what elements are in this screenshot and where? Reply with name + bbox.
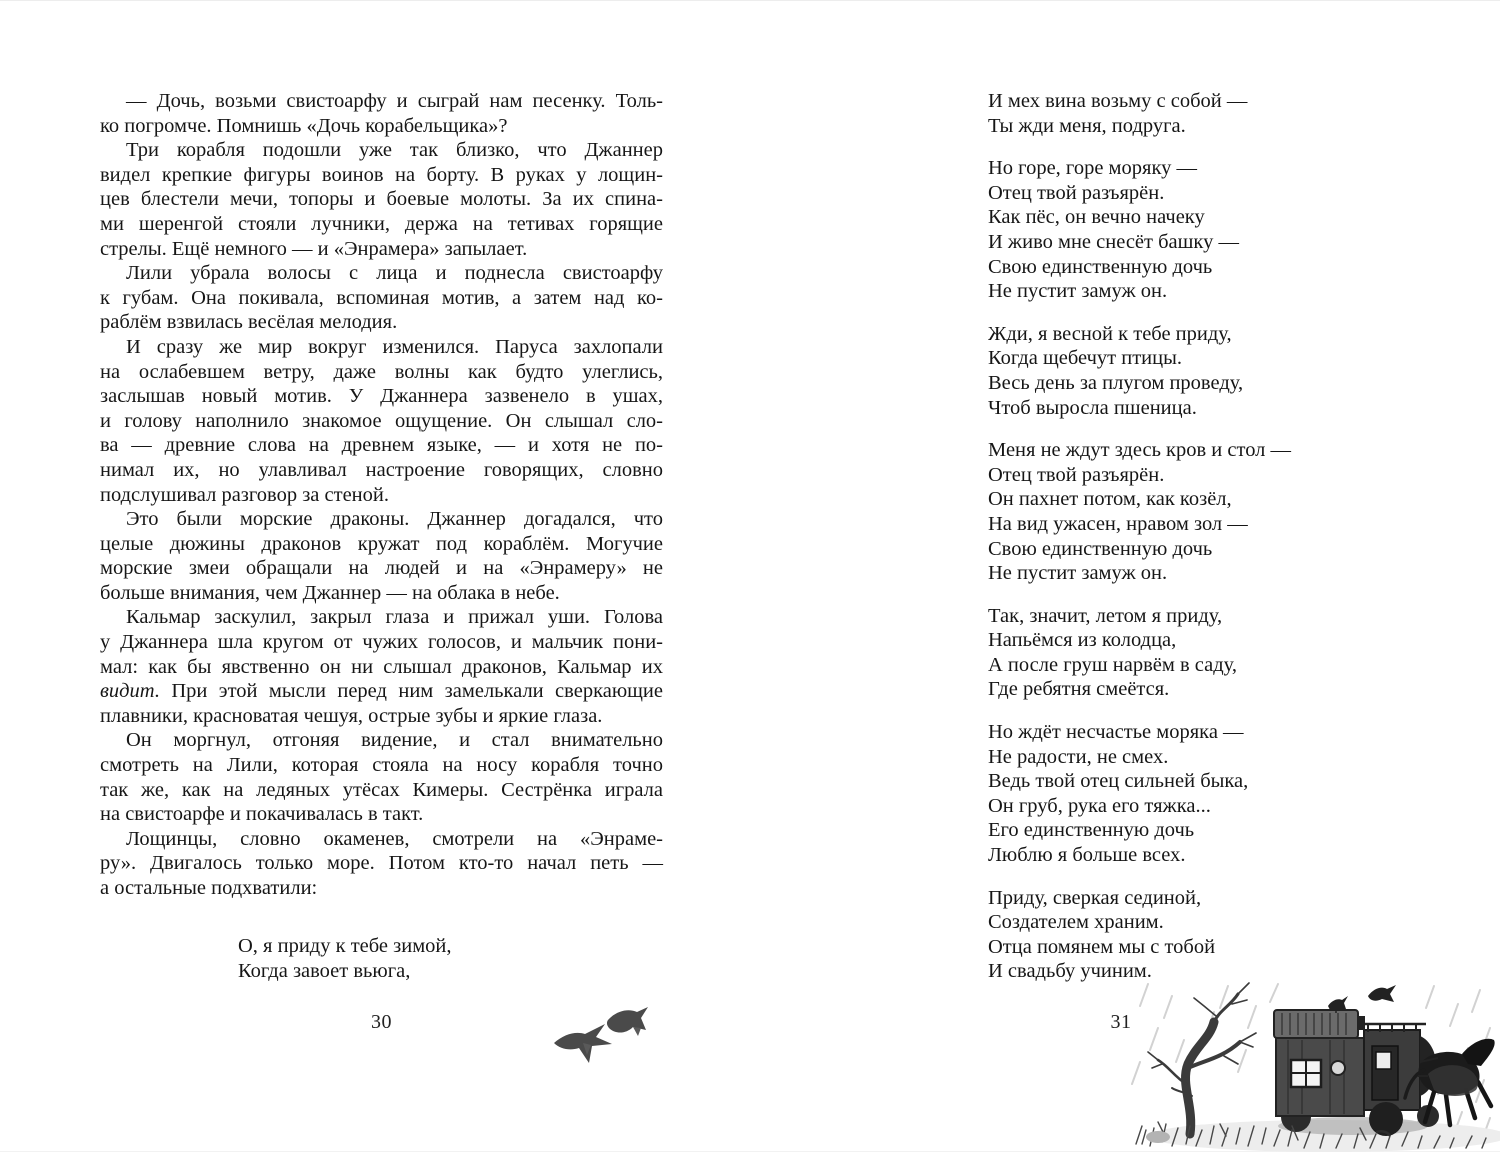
prose-line: так же, как на ледяных утёсах Кимеры. Сестрёнка играла	[100, 778, 663, 801]
song-stanzas	[988, 89, 1291, 984]
prose-line: Кальмар заскулил, закрыл глаза и прижал уши. Голова	[126, 606, 663, 629]
verse-line: Отца помянем мы с тобой	[988, 935, 1216, 958]
prose-line: ко погромче. Помнишь «Дочь корабельщика»?	[100, 114, 508, 137]
verse-line: Свою единственную дочь	[988, 537, 1213, 560]
prose-line: Лощинцы, словно окаменев, смотрели на «Энраме-	[126, 827, 663, 850]
verse-line: Меня не ждут здесь кров и стол —	[988, 439, 1292, 462]
verse-line: Где ребятня смеётся.	[988, 678, 1170, 701]
verse-line: На вид ужасен, нравом зол —	[988, 512, 1248, 535]
prose-line: Три корабля подошли уже так близко, что Джаннер	[126, 139, 663, 162]
prose-line: ми шеренгой стояли лучники, держа на тетивах горящие	[100, 212, 663, 235]
prose-line: И сразу же мир вокруг изменился. Паруса захлопали	[126, 335, 663, 358]
verse-line: Жди, я весной к тебе приду,	[988, 322, 1232, 345]
rock	[1146, 1131, 1170, 1143]
verse-line: Не пустит замуж он.	[988, 280, 1168, 303]
verse-line: Не радости, не смех.	[988, 745, 1169, 768]
prose-line: раблём взвилась весёлая мелодия.	[100, 311, 398, 334]
verse-line: Но горе, горе моряку —	[988, 157, 1197, 180]
verse-line: Ты жди меня, подруга.	[988, 114, 1186, 137]
verse-line: И свадьбу учиним.	[988, 960, 1152, 983]
prose-line: ва — древние слова на древнем языке, — и хотя не по-	[100, 434, 663, 457]
stanza	[988, 322, 1291, 420]
stanza	[988, 604, 1291, 702]
verse-line: Свою единственную дочь	[988, 255, 1213, 278]
stanza	[988, 720, 1291, 868]
prose-line: а остальные подхватили:	[100, 877, 318, 899]
prose-line: нимал их, но улавливал настроение говорящих, словно	[100, 458, 663, 481]
verse-line: Ведь твой отец сильней быка,	[988, 770, 1249, 793]
prose-line: ру». Двигалось только море. Потом кто-то начал петь —	[100, 852, 663, 875]
prose-line: Он моргнул, отгоняя видение, и стал внимательно	[126, 729, 663, 752]
page-number-right: 31	[1110, 1011, 1132, 1033]
prose-line: видел крепкие фигуры воинов на борту. В руках у лощин-	[100, 163, 663, 186]
prose-text	[100, 89, 663, 901]
verse-line: Когда щебечут птицы.	[988, 347, 1182, 370]
prose-line: Это были морские драконы. Джаннер догадался, что	[126, 508, 663, 531]
verse-line: Он груб, рука его тяжка...	[988, 794, 1211, 817]
stanza	[988, 438, 1291, 586]
verse-line: Когда завоет вьюга,	[238, 960, 411, 982]
prose-line: подслушивал разговор за стеной.	[100, 483, 389, 506]
verse-line: Его единственную дочь	[988, 819, 1195, 842]
prose-line: на свистоарфе и покачивалась в такт.	[100, 803, 424, 826]
prose-line: к губам. Она покивала, вспоминая мотив, а затем над ко-	[100, 286, 663, 309]
verse-line: О, я приду к тебе зимой,	[238, 935, 452, 957]
perched-birds	[1328, 985, 1396, 1013]
verse-line: Отец твой разъярён.	[988, 181, 1165, 204]
prose-line: заслышав новый мотив. У Джаннера зазвенело в ушах,	[100, 385, 663, 408]
verse-line: И мех вина возьму с собой —	[988, 90, 1248, 112]
verse-line: Так, значит, летом я приду,	[988, 604, 1223, 627]
verse-line: Он пахнет потом, как козёл,	[988, 488, 1232, 511]
verse-line: Не пустит замуж он.	[988, 562, 1168, 585]
verse-line: Чтоб выросла пшеница.	[988, 396, 1197, 419]
prose-line: целые дюжины драконов кружат под кораблём. Могучие	[100, 532, 663, 555]
verse-line: Отец твой разъярён.	[988, 463, 1165, 486]
verse-line: А после груш нарвём в саду,	[988, 653, 1237, 676]
verse-line: Люблю я больше всех.	[988, 844, 1186, 867]
verse-line: Но ждёт несчастье моряка —	[988, 721, 1244, 744]
verse-line: Напьёмся из колодца,	[988, 629, 1177, 652]
verse-line: Приду, сверкая сединой,	[988, 886, 1202, 909]
prose-line: Лили убрала волосы с лица и поднесла свистоарфу	[126, 262, 663, 285]
prose-line: плавники, красноватая чешуя, острые зубы и яркие глаза.	[100, 704, 603, 727]
prose-line: — Дочь, возьми свистоарфу и сыграй нам песенку. Толь-	[126, 90, 663, 112]
page-number-left: 30	[371, 1011, 392, 1033]
prose-line: на ослабевшем ветру, даже волны как будто улеглись,	[100, 360, 663, 383]
stanza	[988, 156, 1291, 304]
verse-line: Весь день за плугом проведу,	[988, 371, 1244, 394]
wagon-and-horses-illustration	[1128, 976, 1500, 1153]
flying-birds-illustration	[548, 1003, 653, 1073]
stanza	[988, 89, 1291, 138]
verse-line: И живо мне снесёт башку —	[988, 230, 1239, 253]
prose-line: смотреть на Лили, которая стояла на носу корабля точно	[100, 754, 663, 777]
prose-line: у Джаннера шла кругом от чужих голосов, и мальчик пони-	[100, 631, 663, 654]
prose-line: мал: как бы явственно он ни слышал драконов, Кальмар их	[100, 655, 663, 678]
bare-tree	[1148, 983, 1256, 1134]
prose-line: и голову наполнило знакомое ощущение. Он слышал сло-	[100, 409, 663, 432]
prose-line: морские змеи обращали на людей и на «Энрамеру» не	[100, 557, 663, 580]
prose-line: цев блестели мечи, топоры и боевые молоты. За их спина-	[100, 188, 663, 211]
prose-line: видит. При этой мысли перед ним замелькали сверкающие	[100, 680, 663, 703]
verse-line: Создателем храним.	[988, 911, 1164, 934]
stanza	[988, 886, 1291, 984]
prose-line: стрелы. Ещё немного — и «Энрамера» запылает.	[100, 237, 528, 260]
verse-excerpt	[238, 934, 452, 984]
prose-line: больше внимания, чем Джаннер — на облака в небе.	[100, 581, 560, 604]
verse-line: Как пёс, он вечно начеку	[988, 206, 1205, 229]
